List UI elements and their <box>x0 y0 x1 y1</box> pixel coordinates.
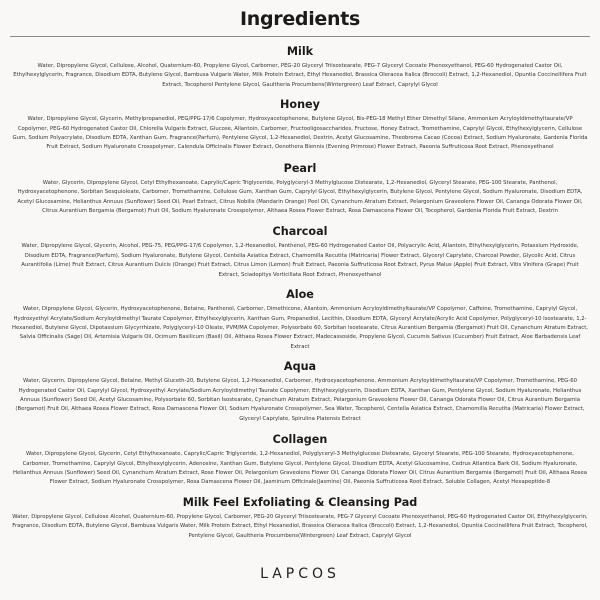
ingredient-list: Water, Glycerin, Dipropylene Glycol, Cetyl Ethylhexanoate, Caprylic/Capric Triglyceride, Polyglyceryl-3 Methylglucose Distearate, 1,2-Hexanediol, Glyceryl Stearate, PEG-100 Stearate, Panthenol, Hydroxyacetophenone, Sorbitan Sesquioleate, Carbomer, Tromethamine, Cellulose Gum, Xanthan Gum, Caprylyl Glycol, Ethylhexylglycerin, Butylene Glycol, Pentylene Glycol, Sodium Hyaluronate, Disodium EDTA, Acetyl Glucosamine, Helianthus Annuus (Sunflower) Seed Oil, Pearl Extract, Citrus Nobilis (Mandarin Orange) Peel Oil, Cynanchum Atratum Extract, Pelargonium Graveolens Flower Oil, Cananga Odorata Flower Oil, Citrus Aurantium Bergamia (Bergamot) Fruit Oil, Sodium Hyaluronate Crosspolymer, Althaea Rosea Flower Extract, Rosa Damascena Flower Oil, Tocopherol, Gardenia Florida Fruit Extract, Dextrin <box>17 179 583 215</box>
section-heading: Pearl <box>283 161 317 175</box>
title-divider <box>10 36 590 37</box>
section-heading: Aqua <box>283 360 317 374</box>
section-heading: Collagen <box>272 433 328 447</box>
section-aqua <box>10 360 590 424</box>
ingredient-list: Water, Glycerin, Dipropylene Glycol, Betaine, Methyl Gluceth-20, Butylene Glycol, 1,2-Hexanediol, Carbomer, Hydroxyacetophenone, Ammonium Acryloyldimethyltaurate/VP Copolymer, Tromethamine, PEG-60 Hydrogenated Castor Oil, Caprylyl Glycol, Hydroxyethyl Acrylate/Sodium Acryloyldimethyl Taurate Copolymer, Ethylhexylglycerin, Disodium EDTA, Xanthan Gum, Pentylene Glycol, Sodium Hyaluronate, Helianthus Annuus (Sunflower) Seed Oil, Acetyl Glucosamine, Polysorbate 60, Sorbitan Isostearate, Cynanchum Atratum Extract, Pelargonium Graveolens Flower Oil, Cananga Odorata Flower Oil, Citrus Aurantium Bergamia (Bergamot) Fruit Oil, Althaea Rosea Flower Extract, Rosa Damascena Flower Oil, Sodium Hyaluronate Crosspolymer, Sea Water, Tocopherol, Centella Asiatica Extract, Chamomilla Recutita (Matricaria) Flower Extract, Glyceryl Caprylate, Spirulina Platensis Extract <box>15 378 585 422</box>
brand-logo: LAPCOS <box>260 566 340 582</box>
section-collagen <box>10 433 590 488</box>
ingredient-list: Water, Dipropylene Glycol, Cellulose Alcohol, Quaternium-60, Propylene Glycol, Carbomer, PEG-20 Glyceryl Triisostearate, PEG-7 Glyceryl Cocoate Phenoxyethanol, PEG-60 Hydrogenated Castor Oil, Ethylhexylglycerin, Fragrance, Disodium EDTA, Butylene Glycol, Bambusa Vulgaris Water, Milk Protein Extract, Ethyl Hexanediol, Brassica Oleracea Italica (Broccoli) Extract, 1,2-Hexanediol, Opuntia Coccinellifera Fruit Extract, Tocopherol, Pentylene Glycol, Gaultheria Procumbens(Wintergreen) Leaf Extract, Caprylyl Glycol <box>12 513 588 539</box>
section-aloe <box>10 288 590 352</box>
section-heading: Milk <box>286 45 314 58</box>
ingredient-list: Water, Dipropylene Glycol, Glycerin, Hydroxyacetophenone, Betaine, Panthenol, Carbomer, Dimethicone, Allantoin, Ammonium Acryloyldimethyltaurate/VP Copolymer, Caffeine, Tromethamine, Caprylyl Glycol, Hydroxyethyl Acrylate/Sodium Acryloyldimethyl Taurate Copolymer, Ethylhexylglycerin, Xanthan Gum, Propanediol, Lecithin, Disodium EDTA, Glyceryl Acrylate/Acrylic Acid Copolymer, Polyglyceryl-10 Isostearate, 1,2-Hexanediol, Butylene Glycol, Dipotassium Glycyrrhizate, Polyglyceryl-10 Oleate, PVM/MA Copolymer, Polysorbate 60, Sorbitan Isostearate, Citrus Aurantium Bergamia (Bergamot) Fruit Oil, Cynanchum Atratum Extract, Salvia Officinalis (Sage) Oil, Artemisia Vulgaris Oil, Ocimum Basilicum (Basil) Oil, Althaea Rosea Flower Extract, Madecassoside, Propylene Glycol, Cucumis Sativus (Cucumber) Fruit Extract, Aloe Barbadensis Leaf Extract <box>12 306 588 350</box>
section-charcoal <box>10 225 590 280</box>
section-heading: Charcoal <box>272 225 328 239</box>
page-title: Ingredients <box>239 8 361 30</box>
section-pearl <box>10 162 590 217</box>
section-honey <box>10 98 590 153</box>
section-heading: Honey <box>280 98 320 112</box>
ingredient-list: Water, Dipropylene Glycol, Cellulose, Alcohol, Quaternium-60, Propylene Glycol, Carbomer, PEG-20 Glyceryl Triisostearate, PEG-7 Glyceryl Cocoate Phenoxyethanol, PEG-60 Hydrogenated Castor Oil, Ethylhexylglycerin, Fragrance, Disodium EDTA, Butylene Glycol, Bambusa Vulgaris Water, Milk Protein Extract, Ethyl Hexanediol, Brassica Oleracea Italica (Broccoli) Extract, 1,2-Hexanediol, Opuntia Coccinellifera Fruit Extract, Tocopherol Pentylene Glycol, Gaultheria Procumbens(Wintergreen) Leaf Extract, Caprylyl Glycol <box>13 63 587 88</box>
section-heading: Aloe <box>286 288 314 302</box>
section-milk-feel-pad <box>10 496 590 541</box>
section-milk <box>10 45 590 90</box>
ingredient-list: Water, Dipropylene Glycol, Glycerin, Methylpropanediol, PEG/PPG-17/6 Copolymer, Hydroxyacetophenone, Butylene Glycol, Bis-PEG-18 Methyl Ether Dimethyl Silane, Ammonium Acryloyldimethyltaurate/VP Copolymer, PEG-60 Hydrogenated Castor Oil, Chlorella Vulgaris Extract, Glucose, Allantoin, Carbomer, Fructooligosaccharides, Fructose, Honey Extract, Tromethamine, Caprylyl Glycol, Ethylhexylglycerin, Cellulose Gum, Sodium Polyacrylate, Disodium EDTA, Xanthan Gum, Fragrance(Parfum), Pentylene Glycol, 1,2-Hexanediol, Dextrin, Acetyl Glucosamine, Theobroma Cacao (Cocoa) Extract, Sodium Hyaluronate, Gardenia Florida Fruit Extract, Sodium Hyaluronate Crosspolymer, Calendula Officinalis Flower Extract, Oenothera Biennis (Evening Primrose) Flower Extract, Paeonia Suffruticosa Root Extract, Phenoxyethanol <box>12 116 588 151</box>
ingredient-list: Water, Dipropylene Glycol, Glycerin, Alcohol, PEG-75, PEG/PPG-17/6 Copolymer, 1,2-Hexanediol, Panthenol, PEG-60 Hydrogenated Castor Oil, Polyacrylic Acid, Allantoin, Ethylhexylglycerin, Potassium Hydroxide, Disodium EDTA, Fragrance(Parfum), Sodium Hyaluronate, Butylene Glycol, Centella Asiatica Extract, Chamomilla Recutita (Matricaria) Flower Extract, Glyceryl Caprylate, Charcoal Powder, Glycolic Acid, Citrus Aurantifolia (Lime) Fruit Extract, Citrus Aurantium Dulcis (Orange) Fruit Extract, Citrus Limon (Lemon) Fruit Extract, Paeonia Suffruticosa Root Extract, Pyrus Malus (Apple) Fruit Extract, Vitis Vinifera (Grape) Fruit Extract, Sciadopitys Verticillata Root Extract, Phenoxyethanol <box>21 243 579 278</box>
ingredient-list: Water, Dipropylene Glycol, Glycerin, Cetyl Ethylhexanoate, Caprylic/Capric Triglyceride, 1,2-Hexanediol, Polyglyceryl-3 Methylglucose Distearate, Glyceryl Stearate, PEG-100 Stearate, Hydroxyacetophenone, Carbomer, Tromethamine, Caprylyl Glycol, Ethylhexylglycerin, Adenosine, Xanthan Gum, Butylene Glycol, Pentylene Glycol, Disodium EDTA, Acetyl Glucosamine, Cedrus Atlantica Bark Oil, Sodium Hyaluronate, Helianthus Annuus (Sunflower) Seed Oil, Cynanchum Atratum Extract, Rose Flower Oil, Pelargonium Graveolens Flower Oil, Cananga Odorata Flower Oil, Citrus Aurantium Bergamia (Bergamot) Fruit Oil, Althaea Rosea Flower Extract, Sodium Hyaluronate Crosspolymer, Rosa Damascena Flower Oil, Jasminum Officinale(Jasmine) Oil, Paeonia Suffruticosa Root Extract, Soluble Collagen, Acetyl Hexapeptide-8 <box>13 451 587 486</box>
section-heading: Milk Feel Exfoliating & Cleansing Pad <box>182 495 418 509</box>
